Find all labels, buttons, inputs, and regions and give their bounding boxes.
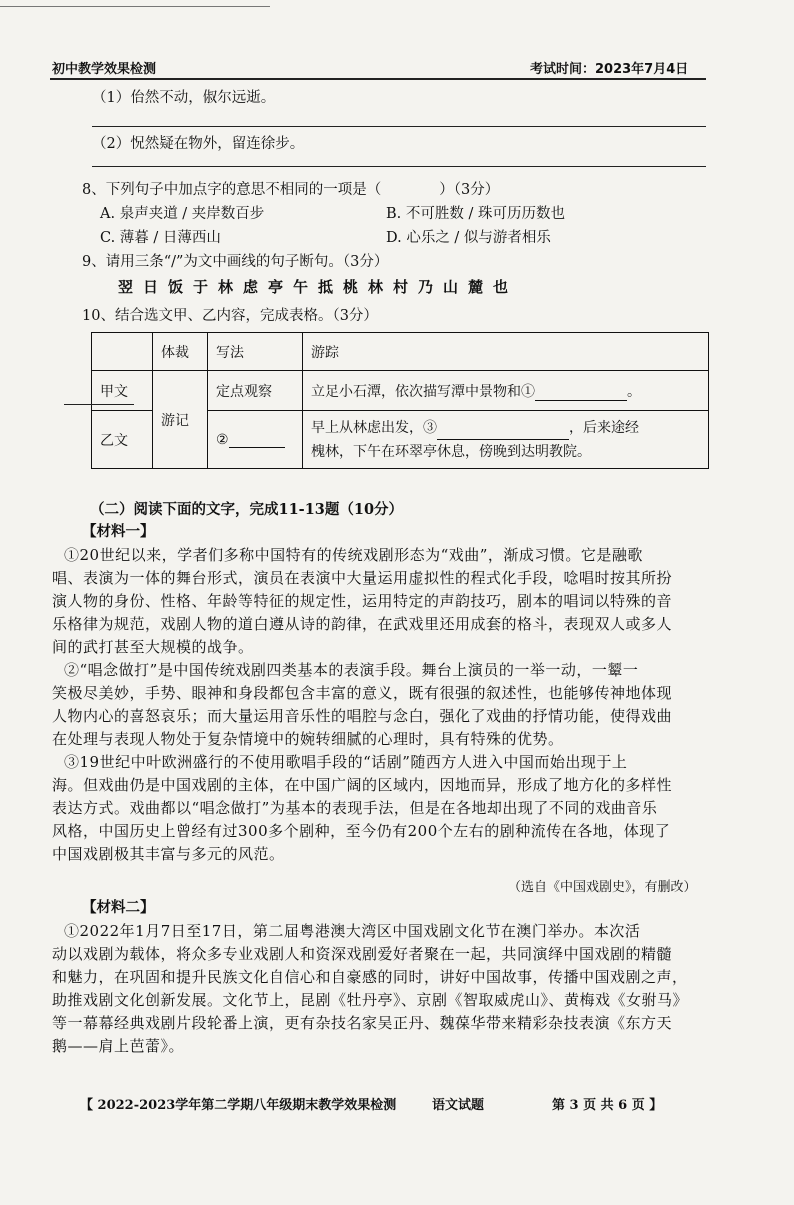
table-row-yi: 乙文 — [92, 411, 153, 469]
footer-subject: 语文试题 — [432, 1098, 485, 1113]
blank-3[interactable] — [437, 425, 569, 440]
blank-1[interactable] — [535, 386, 627, 401]
q8-option-b: B. 不可胜数 / 珠可历历数也 — [386, 206, 565, 222]
table-yi-route — [303, 411, 709, 469]
table-yi-method — [208, 411, 303, 469]
answer-line-1 — [92, 126, 706, 127]
header-right: 考试时间：2023年7月4日 — [530, 62, 689, 77]
header-rule — [50, 78, 706, 80]
table-jia-route — [303, 371, 709, 411]
paragraph-line: ③19世纪中叶欧洲盛行的不使用歌唱手段的“话剧”随西方人进入中国而始出现于上 — [64, 753, 628, 771]
answer-line-2 — [92, 166, 706, 167]
paragraph-line: 人物内心的喜怒哀乐；而大量运用音乐性的唱腔与念白，强化了戏曲的抒情功能，使得戏曲 — [52, 707, 673, 725]
material1-title: 【材料一】 — [82, 523, 155, 540]
paragraph-line: 风格，中国历史上曾经有过300多个剧种，至今仍有200个左右的剧种流传在各地，体现了 — [52, 822, 671, 840]
material1-paragraph-2 — [52, 659, 672, 751]
jia-route-end: 。 — [627, 383, 641, 400]
paragraph-line: ①20世纪以来，学者们多称中国特有的传统戏剧形态为“戏曲”，渐成习惯。它是融歌 — [64, 546, 643, 564]
q9-sentence: 翌日饭于林虑亭午抵桃林村乃山麓也 — [118, 278, 519, 296]
paragraph-line: ②“唱念做打”是中国传统戏剧四类基本的表演手段。舞台上演员的一举一动，一颦一 — [64, 661, 639, 679]
jia-route-text: 立足小石潭，依次描写潭中景物和① — [311, 383, 535, 400]
table-genre: 游记 — [153, 371, 208, 469]
blank-2[interactable] — [229, 433, 285, 448]
table-header-method: 写法 — [208, 333, 303, 371]
paragraph-line: 演人物的身份、性格、年龄等特征的规定性，运用特定的声韵技巧，剧本的唱词以特殊的音 — [52, 592, 673, 610]
q8-option-a: A. 泉声夹道 / 夹岸数百步 — [100, 206, 265, 222]
q8-stem: 8、下列句子中加点字的意思不相同的一项是（ ）（3分） — [82, 182, 500, 198]
paragraph-line: 和魅力，在巩固和提升民族文化自信心和自豪感的同时，讲好中国故事，传播中国戏剧之声， — [52, 968, 688, 986]
table-row-jia: 甲文 — [92, 371, 153, 411]
paragraph-line: 乐格律为规范，戏剧人物的道白遵从诗的韵律，在武戏里还用成套的格斗，表现双人或多人 — [52, 615, 673, 633]
material2-title: 【材料二】 — [82, 899, 155, 916]
paragraph-line: 动以戏剧为载体，将众多专业戏剧人和资深戏剧爱好者聚在一起，共同演绎中国戏剧的精髓 — [52, 945, 673, 963]
q10-table — [91, 332, 709, 469]
paragraph-line: 笑极尽美妙，手势、眼神和身段都包含丰富的意义，既有很强的叙述性，也能够传神地体现 — [52, 684, 673, 702]
q8-option-c: C. 薄暮 / 日薄西山 — [100, 230, 221, 246]
header-left: 初中教学效果检测 — [52, 62, 157, 77]
paragraph-line: 中国戏剧极其丰富与多元的风范。 — [52, 845, 285, 863]
footer-exam: 【 2022-2023学年第二学期八年级期末教学效果检测 — [80, 1098, 397, 1113]
paragraph-line: 表达方式。戏曲都以“唱念做打”为基本的表现手法，但是在各地却出现了不同的戏曲音乐 — [52, 799, 658, 817]
stray-mark — [64, 404, 134, 405]
material1-paragraph-1 — [52, 544, 672, 659]
material1-source: （选自《中国戏剧史》，有删改） — [508, 880, 697, 895]
yi-route-line1-end: ，后来途经 — [569, 419, 639, 436]
yi-method-mark: ② — [216, 431, 229, 448]
q9-stem: 9、请用三条“/”为文中画线的句子断句。（3分） — [82, 254, 389, 270]
table-header-genre: 体裁 — [153, 333, 208, 371]
translate-item-2: （2）怳然疑在物外，留连徐步。 — [92, 136, 305, 152]
scan-line-top — [0, 6, 270, 7]
q10-stem: 10、结合选文甲、乙内容，完成表格。（3分） — [82, 308, 378, 324]
paragraph-line: ①2022年1月7日至17日，第二届粤港澳大湾区中国戏剧文化节在澳门举办。本次活 — [64, 922, 641, 940]
yi-route-line2: 槐林，下午在环翠亭休息，傍晚到达明教院。 — [311, 443, 591, 460]
translate-item-1: （1）佁然不动，俶尔远逝。 — [92, 90, 276, 106]
material2-paragraph-1 — [52, 920, 688, 1058]
material1-paragraph-3 — [52, 751, 672, 866]
paragraph-line: 唱、表演为一体的舞台形式，演员在表演中大量运用虚拟性的程式化手段，唸唱时按其所扮 — [52, 569, 673, 587]
table-header-route: 游踪 — [303, 333, 709, 371]
table-jia-method: 定点观察 — [208, 371, 303, 411]
paragraph-line: 鹅——肩上芭蕾》。 — [52, 1037, 185, 1055]
paragraph-line: 助推戏剧文化创新发展。文化节上，昆剧《牡丹亭》、京剧《智取威虎山》、黄梅戏《女驸马》 — [52, 991, 689, 1009]
footer-page: 第 3 页 共 6 页 】 — [552, 1098, 663, 1113]
paragraph-line: 在处理与表现人物处于复杂情境中的婉转细腻的心理时，具有特殊的优势。 — [52, 730, 564, 748]
table-corner — [92, 333, 153, 371]
yi-route-line1: 早上从林虑出发，③ — [311, 419, 437, 436]
paragraph-line: 等一幕幕经典戏剧片段轮番上演，更有杂技名家吴正丹、魏葆华带来精彩杂技表演《东方天 — [52, 1014, 673, 1032]
section2-title: （二）阅读下面的文字，完成11-13题（10分） — [90, 501, 404, 518]
paragraph-line: 间的武打甚至大规模的战争。 — [52, 638, 254, 656]
paragraph-line: 海。但戏曲仍是中国戏剧的主体，在中国广阔的区域内，因地而异，形成了地方化的多样性 — [52, 776, 673, 794]
q8-option-d: D. 心乐之 / 似与游者相乐 — [386, 230, 551, 246]
